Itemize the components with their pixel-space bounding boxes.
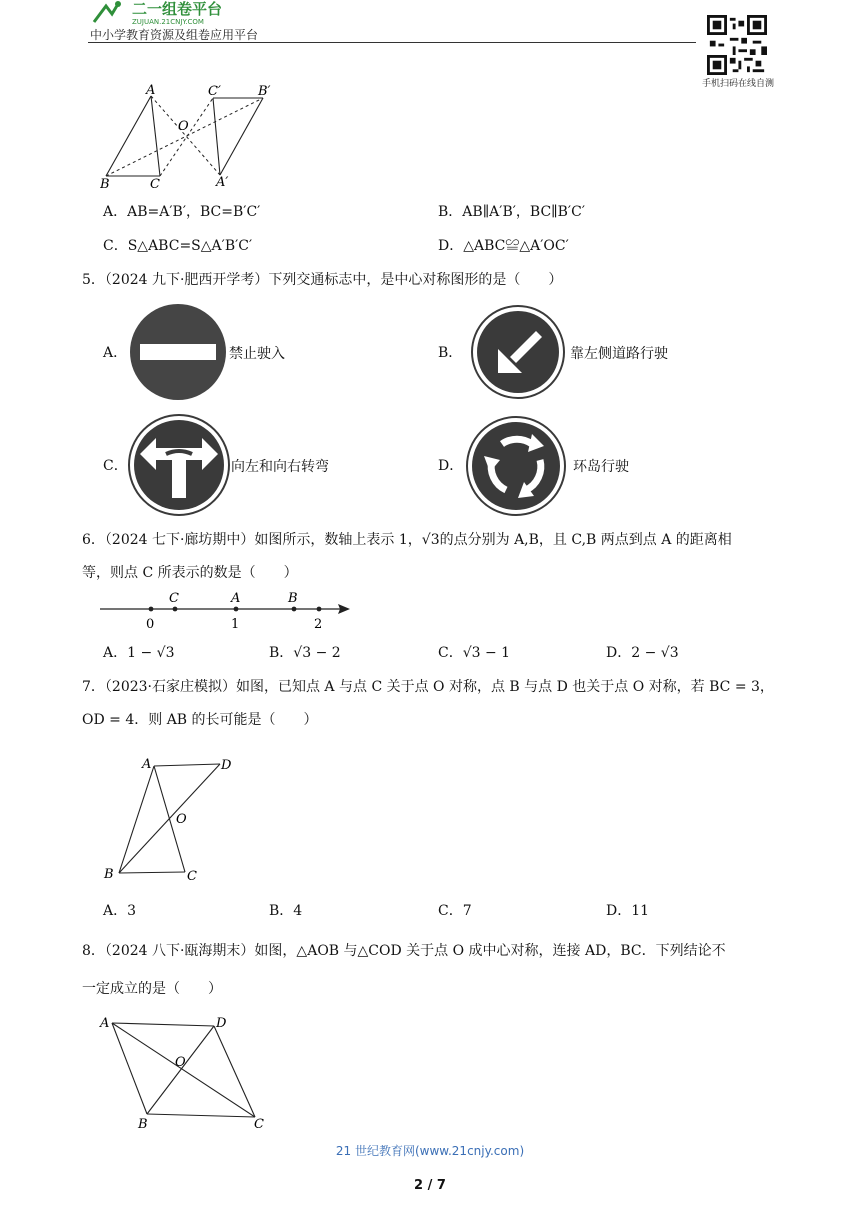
q6-tick-2: 2	[314, 617, 323, 632]
q4-label-C: C	[150, 177, 160, 190]
q7-option-d-letter: D．	[606, 903, 632, 919]
q7-label-C: C	[187, 869, 197, 884]
qr-code-icon[interactable]	[707, 15, 767, 75]
q7-option-b[interactable]	[269, 901, 302, 921]
q6-tick-1: 1	[231, 617, 240, 632]
q6-point-B: B	[288, 591, 298, 606]
q7-option-c[interactable]	[438, 901, 472, 921]
q6-option-a[interactable]	[103, 643, 175, 663]
q6-tick-0: 0	[146, 617, 155, 632]
header-divider	[88, 42, 696, 43]
q6-point-C: C	[169, 591, 179, 606]
no-entry-sign-icon[interactable]	[128, 304, 228, 400]
q6-option-a-letter: A．	[103, 645, 128, 661]
q4-option-b[interactable]	[438, 202, 585, 222]
q7-option-b-letter: B．	[269, 903, 294, 919]
q4-label-B: B	[100, 177, 110, 190]
keep-left-sign-icon[interactable]	[470, 305, 566, 399]
q6-option-c-letter: C．	[438, 645, 463, 661]
q4-option-a[interactable]	[103, 202, 260, 222]
site-logo	[88, 0, 288, 26]
q7-label-A: A	[142, 757, 152, 772]
q4-option-d[interactable]	[438, 236, 569, 256]
q7-label-D: D	[221, 758, 232, 773]
q6-point-A: A	[231, 591, 241, 606]
q7-option-c-text: 7	[462, 903, 472, 919]
q6-stem-line2: 等，则点 C 所表示的数是（ ）	[82, 565, 298, 581]
q7-label-B: B	[104, 867, 114, 882]
q7-stem-line1: 7．（2023·石家庄模拟）如图，已知点 A 与点 C 关于点 O 对称，点 B 与点 D 也关于点 O 对称，若 BC = 3，	[82, 679, 774, 695]
q8-label-B: B	[138, 1117, 148, 1132]
q6-option-d-letter: D．	[606, 645, 632, 661]
q4-option-d-text: △ABC≌△A′OC′	[463, 238, 569, 254]
q7-option-b-text: 4	[293, 903, 303, 919]
q4-option-a-letter: A．	[103, 204, 128, 220]
q4-label-B2: B′	[258, 84, 271, 99]
q6-option-c[interactable]	[438, 643, 510, 663]
q8-stem-line1: 8．（2024 八下·瓯海期末）如图，△AOB 与△COD 关于点 O 成中心对称，连接 AD，BC．下列结论不	[82, 943, 726, 959]
q4-label-O: O	[178, 119, 189, 134]
q7-option-d[interactable]	[606, 901, 649, 921]
q7-option-a-letter: A．	[103, 903, 128, 919]
q5-option-c-letter[interactable]: C．	[103, 458, 128, 474]
q5-option-b-label: 靠左侧道路行驶	[570, 346, 668, 362]
q7-figure	[100, 752, 240, 886]
q4-label-A2: A′	[216, 175, 229, 190]
q4-option-c-letter: C．	[103, 238, 128, 254]
q7-label-O: O	[176, 812, 187, 827]
q7-stem-line2: OD = 4．则 AB 的长可能是（ ）	[82, 712, 318, 728]
page-number: 2 / 7	[414, 1178, 446, 1193]
q5-option-b-letter[interactable]: B．	[438, 345, 463, 361]
qr-caption: 手机扫码在线自测	[701, 79, 774, 89]
q5-option-c-label: 向左和向右转弯	[231, 459, 329, 475]
q6-option-c-text: √3 − 1	[462, 645, 511, 661]
logo-text: 二一组卷平台	[132, 0, 223, 18]
logo-url: ZUJUAN.21CNJY.COM	[132, 18, 204, 26]
q7-option-c-letter: C．	[438, 903, 463, 919]
q6-option-b-letter: B．	[269, 645, 294, 661]
q4-figure	[100, 82, 280, 190]
q7-option-a-text: 3	[127, 903, 137, 919]
q4-option-a-text: AB=A′B′，BC=B′C′	[127, 204, 261, 220]
q4-option-d-letter: D．	[438, 238, 464, 254]
q6-option-a-text: 1 − √3	[127, 645, 175, 661]
q5-option-d-letter[interactable]: D．	[438, 458, 464, 474]
q6-option-b[interactable]	[269, 643, 341, 663]
q8-label-O: O	[175, 1055, 186, 1070]
q7-option-d-text: 11	[631, 903, 650, 919]
q4-label-A: A	[146, 83, 156, 98]
q8-label-D: D	[216, 1016, 227, 1031]
q8-label-C: C	[254, 1117, 264, 1132]
q5-option-d-label: 环岛行驶	[573, 459, 629, 475]
footer-link[interactable]: 21 世纪教育网(www.21cnjy.com)	[335, 1144, 525, 1158]
q4-option-b-letter: B．	[438, 204, 463, 220]
q6-number-line	[98, 588, 354, 632]
q6-option-d[interactable]	[606, 643, 679, 663]
q6-stem-line1: 6．（2024 七下·廊坊期中）如图所示，数轴上表示 1，√3的点分别为 A,B，且 C,B 两点到点 A 的距离相	[82, 532, 732, 548]
q5-option-a-label: 禁止驶入	[229, 346, 285, 362]
q4-option-b-text: AB∥A′B′，BC∥B′C′	[462, 204, 586, 220]
q7-option-a[interactable]	[103, 901, 136, 921]
q5-option-a-letter[interactable]: A．	[103, 345, 128, 361]
q8-stem-line2: 一定成立的是（ ）	[82, 981, 222, 997]
q8-figure	[98, 1010, 278, 1134]
q6-option-b-text: √3 − 2	[293, 645, 341, 661]
q4-option-c[interactable]	[103, 236, 252, 256]
q5-stem: 5．（2024 九下·肥西开学考）下列交通标志中，是中心对称图形的是（ ）	[82, 272, 563, 288]
q8-label-A: A	[100, 1016, 110, 1031]
roundabout-sign-icon[interactable]	[466, 416, 566, 516]
q4-option-c-text: S△ABC=S△A′B′C′	[127, 238, 253, 254]
turn-left-right-sign-icon[interactable]	[128, 414, 230, 516]
q6-option-d-text: 2 − √3	[631, 645, 679, 661]
header-subtitle: 中小学教育资源及组卷应用平台	[90, 28, 259, 42]
q4-label-C2: C′	[208, 84, 221, 99]
